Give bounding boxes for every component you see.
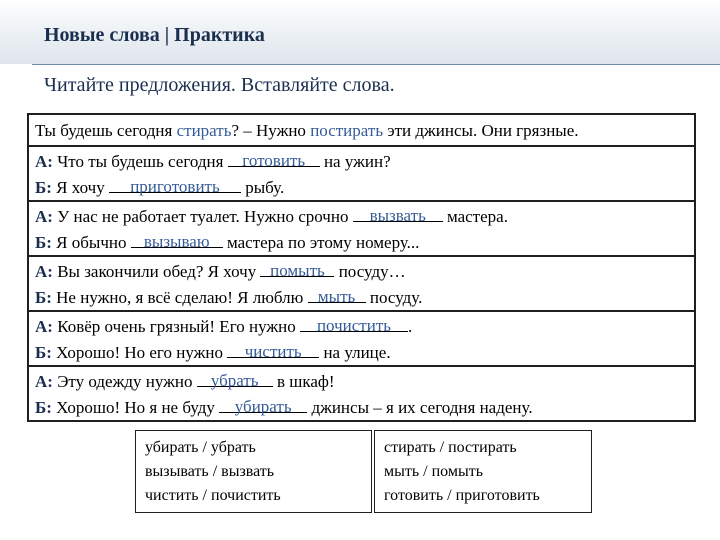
dialogue-line-a: [35, 206, 508, 227]
intro-word-2: постирать: [310, 121, 384, 140]
intro-part-3: эти джинсы. Они грязные.: [387, 121, 579, 140]
answer-blank[interactable]: [131, 232, 223, 251]
dialogue-box-3: [27, 255, 696, 312]
intro-sentence: [35, 121, 579, 141]
speaker-b-label: Б:: [35, 178, 52, 197]
speaker-a-label: А:: [35, 207, 53, 226]
line-text: на улице.: [323, 343, 391, 362]
line-text: джинсы – я их сегодня надену.: [311, 398, 533, 417]
line-text: мастера.: [446, 207, 508, 226]
line-text: в шкаф!: [276, 372, 335, 391]
dialogue-line-b: [35, 397, 533, 418]
answer-text: помыть: [270, 261, 325, 280]
speaker-a-label: А:: [35, 152, 53, 171]
word-pair: убирать / убрать: [145, 439, 256, 456]
line-text: Я хочу: [56, 178, 105, 197]
line-text: на ужин?: [323, 152, 391, 171]
intro-part-1: Ты будешь сегодня: [35, 121, 173, 140]
speaker-b-label: Б:: [35, 398, 52, 417]
dialogue-line-a: [35, 316, 412, 337]
word-bank-left: [135, 430, 372, 513]
speaker-a-label: А:: [35, 262, 53, 281]
line-text: посуду…: [338, 262, 406, 281]
page-title: Новые слова | Практика: [44, 24, 265, 46]
line-text: Хорошо! Но его нужно: [56, 343, 223, 362]
line-text: У нас не работает туалет. Нужно срочно: [57, 207, 349, 226]
answer-text: вызвать: [369, 206, 426, 225]
intro-word-1: стирать: [176, 121, 232, 140]
line-text: Что ты будешь сегодня: [57, 152, 224, 171]
word-bank-right: [374, 430, 592, 513]
answer-blank[interactable]: [227, 342, 319, 361]
answer-text: убирать: [234, 397, 292, 416]
speaker-a-label: А:: [35, 372, 53, 391]
line-text: .: [407, 317, 413, 336]
dialogue-box-4: [27, 310, 696, 367]
line-text: мастера по этому номеру...: [226, 233, 420, 252]
answer-blank[interactable]: [197, 371, 273, 390]
answer-blank[interactable]: [300, 316, 408, 335]
line-text: Хорошо! Но я не буду: [56, 398, 215, 417]
dialogue-line-a: [35, 261, 406, 282]
answer-blank[interactable]: [219, 397, 307, 416]
dialogue-line-b: [35, 342, 391, 363]
line-text: Вы закончили обед? Я хочу: [57, 262, 257, 281]
line-text: Эту одежду нужно: [57, 372, 193, 391]
answer-text: готовить: [242, 151, 306, 170]
intro-part-2: ? – Нужно: [231, 121, 306, 140]
answer-blank[interactable]: [353, 206, 443, 225]
speaker-b-label: Б:: [35, 233, 52, 252]
dialogue-box-1: [27, 145, 696, 202]
speaker-b-label: Б:: [35, 343, 52, 362]
line-text: рыбу.: [245, 178, 285, 197]
answer-text: почистить: [316, 316, 391, 335]
answer-text: чистить: [244, 342, 302, 361]
word-pair: чистить / почистить: [145, 487, 281, 504]
line-text: посуду.: [369, 288, 423, 307]
answer-text: мыть: [317, 287, 356, 306]
answer-blank[interactable]: [228, 151, 320, 170]
dialogue-line-b: [35, 287, 422, 308]
speaker-a-label: А:: [35, 317, 53, 336]
word-pair: готовить / приготовить: [384, 487, 540, 504]
line-text: Не нужно, я всё сделаю! Я люблю: [56, 288, 304, 307]
dialogue-line-a: [35, 371, 335, 392]
answer-blank[interactable]: [109, 177, 241, 196]
dialogue-line-a: [35, 151, 391, 172]
dialogue-box-5: [27, 365, 696, 422]
intro-box: [27, 113, 696, 147]
line-text: Я обычно: [56, 233, 127, 252]
answer-blank[interactable]: [260, 261, 334, 280]
answer-text: приготовить: [130, 177, 220, 196]
answer-blank[interactable]: [308, 287, 366, 306]
word-pair: стирать / постирать: [384, 439, 517, 456]
answer-text: убрать: [210, 371, 259, 390]
dialogue-line-b: [35, 177, 284, 198]
header-divider: [32, 64, 720, 65]
instruction-text: Читайте предложения. Вставляйте слова.: [44, 74, 395, 96]
speaker-b-label: Б:: [35, 288, 52, 307]
word-pair: вызывать / вызвать: [145, 463, 275, 480]
dialogue-line-b: [35, 232, 419, 253]
line-text: Ковёр очень грязный! Его нужно: [57, 317, 296, 336]
dialogue-box-2: [27, 200, 696, 257]
word-pair: мыть / помыть: [384, 463, 484, 480]
answer-text: вызываю: [143, 232, 210, 251]
